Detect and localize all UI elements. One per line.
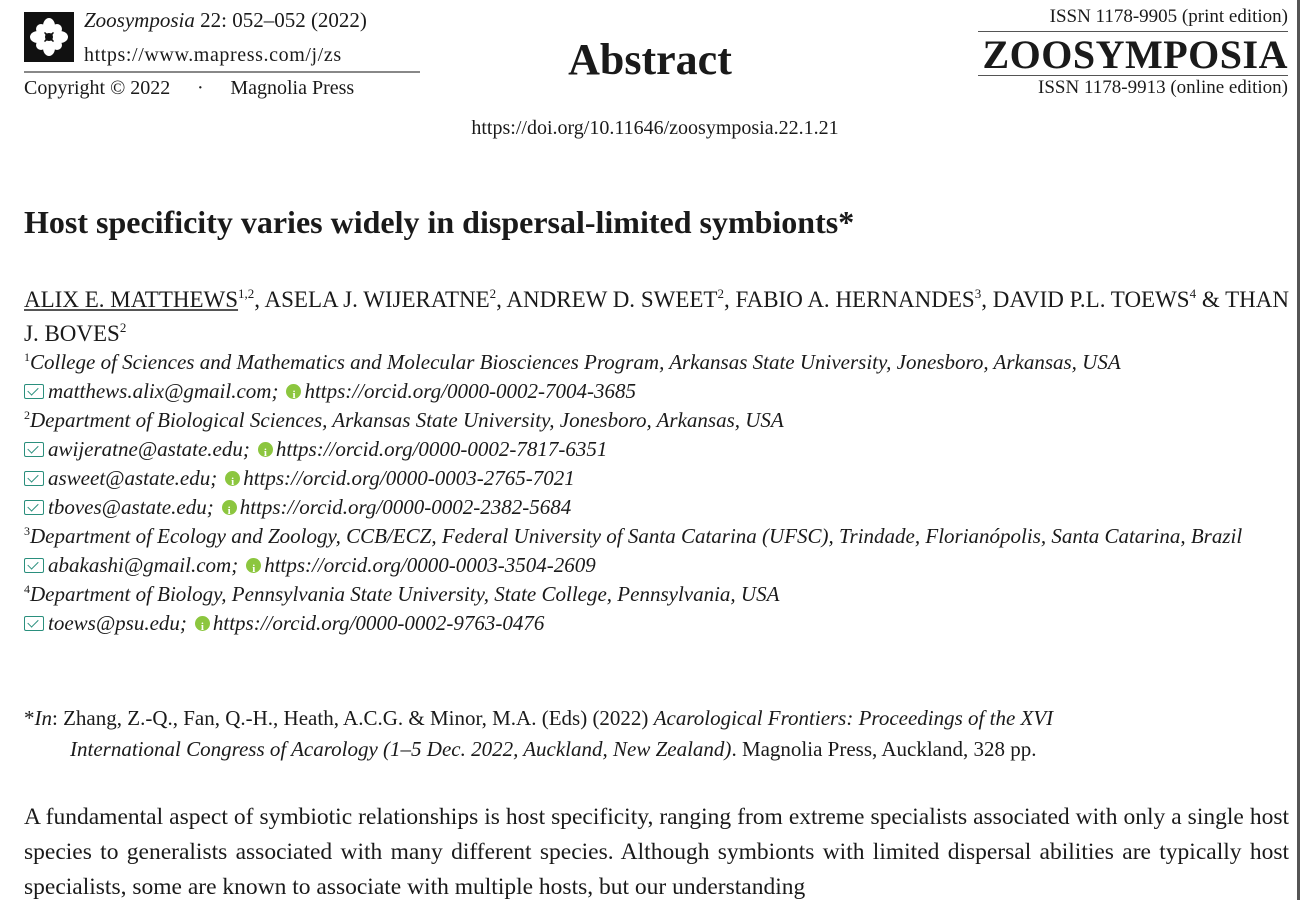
- orcid-link[interactable]: https://orcid.org/0000-0002-7004-3685: [304, 379, 636, 403]
- journal-masthead: ZOOSYMPOSIA: [982, 32, 1288, 77]
- author-separator: &: [1196, 287, 1226, 312]
- affiliation-text: Department of Biological Sciences, Arkansas State University, Jonesboro, Arkansas, USA: [30, 408, 784, 432]
- author-name: ASELA J. WIJERATNE: [264, 287, 490, 312]
- contact-line: [24, 377, 1289, 406]
- issn-online: ISSN 1178-9913 (online edition): [978, 75, 1288, 99]
- affiliation-number: 1: [24, 350, 30, 364]
- author-affil-sup: 2: [119, 320, 127, 335]
- orcid-icon: [246, 558, 261, 573]
- footnote-book-title-cont: International Congress of Acarology (1–5 Dec. 2022, Auckland, New Zealand): [70, 737, 732, 761]
- proceedings-footnote: [24, 703, 1289, 765]
- email-link[interactable]: abakashi@gmail.com;: [48, 553, 239, 577]
- paper-title: Host specificity varies widely in dispersal-limited symbionts*: [24, 204, 855, 240]
- email-icon: [24, 500, 44, 515]
- email-link[interactable]: awijeratne@astate.edu;: [48, 437, 250, 461]
- email-icon: [24, 471, 44, 486]
- doi-text[interactable]: https://doi.org/10.11646/zoosymposia.22.1.21: [471, 117, 839, 139]
- affiliation-number: 2: [24, 408, 30, 422]
- email-link[interactable]: toews@psu.edu;: [48, 611, 187, 635]
- author-affil-sup: 2: [489, 286, 497, 301]
- email-link[interactable]: tboves@astate.edu;: [48, 495, 214, 519]
- journal-name-italic: Zoosymposia: [84, 8, 195, 32]
- email-link[interactable]: matthews.alix@gmail.com;: [48, 379, 279, 403]
- author-separator: ,: [254, 287, 265, 312]
- orcid-link[interactable]: https://orcid.org/0000-0002-7817-6351: [275, 437, 608, 461]
- footnote-book-title: Acarological Frontiers: Proceedings of the XVI: [653, 706, 1054, 730]
- copyright-text: Copyright © 2022: [24, 77, 171, 99]
- doi-link: [0, 117, 1300, 140]
- footnote-in-label: In: [34, 706, 52, 730]
- affiliation-text: Department of Biology, Pennsylvania State University, State College, Pennsylvania, USA: [30, 582, 780, 606]
- author-name: ANDREW D. SWEET: [506, 287, 718, 312]
- contact-line: [24, 493, 1289, 522]
- author-separator: ,: [723, 287, 736, 312]
- email-icon: [24, 558, 44, 573]
- orcid-link[interactable]: https://orcid.org/0000-0003-2765-7021: [243, 466, 575, 490]
- author-affil-sup: 1,2: [238, 286, 255, 301]
- email-icon: [24, 384, 44, 399]
- affiliation-1: [24, 348, 1289, 377]
- footnote-editors: Zhang, Z.-Q., Fan, Q.-H., Heath, A.C.G. & Minor, M.A. (Eds) (2022): [63, 706, 649, 730]
- author-name: ALIX E. MATTHEWS: [24, 287, 239, 312]
- author-list: [24, 283, 1289, 351]
- author-name: DAVID P.L. TOEWS: [992, 287, 1190, 312]
- footnote-colon: :: [52, 706, 58, 730]
- issn-print: ISSN 1178-9905 (print edition): [978, 6, 1288, 32]
- affiliation-4: [24, 580, 1289, 609]
- journal-header-right: [978, 6, 1288, 99]
- affiliation-text: College of Sciences and Mathematics and Molecular Biosciences Program, Arkansas State University, Jonesboro, Arkansas, USA: [30, 350, 1121, 374]
- orcid-link[interactable]: https://orcid.org/0000-0002-2382-5684: [239, 495, 572, 519]
- footnote-line-2: [24, 734, 1289, 765]
- email-icon: [24, 616, 44, 631]
- email-link[interactable]: asweet@astate.edu;: [48, 466, 218, 490]
- contact-line: [24, 609, 1289, 638]
- contact-line: [24, 435, 1289, 464]
- orcid-link[interactable]: https://orcid.org/0000-0002-9763-0476: [212, 611, 545, 635]
- author-name: FABIO A. HERNANDES: [735, 287, 975, 312]
- email-icon: [24, 442, 44, 457]
- author-affil-sup: 2: [717, 286, 724, 301]
- author-affil-sup: 4: [1189, 286, 1197, 301]
- affiliation-number: 4: [24, 582, 30, 596]
- publisher-name: Magnolia Press: [230, 77, 355, 99]
- orcid-icon: [286, 384, 301, 399]
- section-title: Abstract: [568, 35, 732, 84]
- abstract-body: A fundamental aspect of symbiotic relationships is host specificity, ranging from extreme specialists associated with only a single host species to generalists associated with many different species. Although symbionts with limited dispersal abilities are typically host specialists, some are known to associate with multiple hosts, but our understanding: [24, 804, 1289, 900]
- author-separator: ,: [981, 287, 993, 312]
- orcid-icon: [258, 442, 273, 457]
- volume-info: 22: 052–052 (2022): [200, 8, 367, 32]
- orcid-icon: [195, 616, 210, 631]
- author-affil-sup: 3: [974, 286, 982, 301]
- affiliations: [24, 348, 1289, 638]
- affiliation-text: Department of Ecology and Zoology, CCB/ECZ, Federal University of Santa Catarina (UFSC), Trindade, Florianópolis, Santa Catarina, Brazil: [30, 524, 1243, 548]
- affiliation-3: [24, 522, 1289, 551]
- affiliation-number: 3: [24, 524, 30, 538]
- separator-dot: ·: [196, 77, 204, 99]
- affiliation-2: [24, 406, 1289, 435]
- footnote-line-1: [24, 703, 1289, 734]
- journal-url-link[interactable]: https://www.mapress.com/j/zs: [84, 44, 342, 66]
- footnote-publisher-info: . Magnolia Press, Auckland, 328 pp.: [731, 737, 1037, 761]
- author-separator: ,: [496, 287, 507, 312]
- orcid-icon: [222, 500, 237, 515]
- orcid-icon: [225, 471, 240, 486]
- contact-line: [24, 551, 1289, 580]
- journal-citation: [84, 8, 367, 33]
- author-name: THAN J. BOVES: [24, 287, 1290, 346]
- footnote-marker: *: [24, 706, 35, 730]
- orcid-link[interactable]: https://orcid.org/0000-0003-3504-2609: [264, 553, 596, 577]
- contact-line: [24, 464, 1289, 493]
